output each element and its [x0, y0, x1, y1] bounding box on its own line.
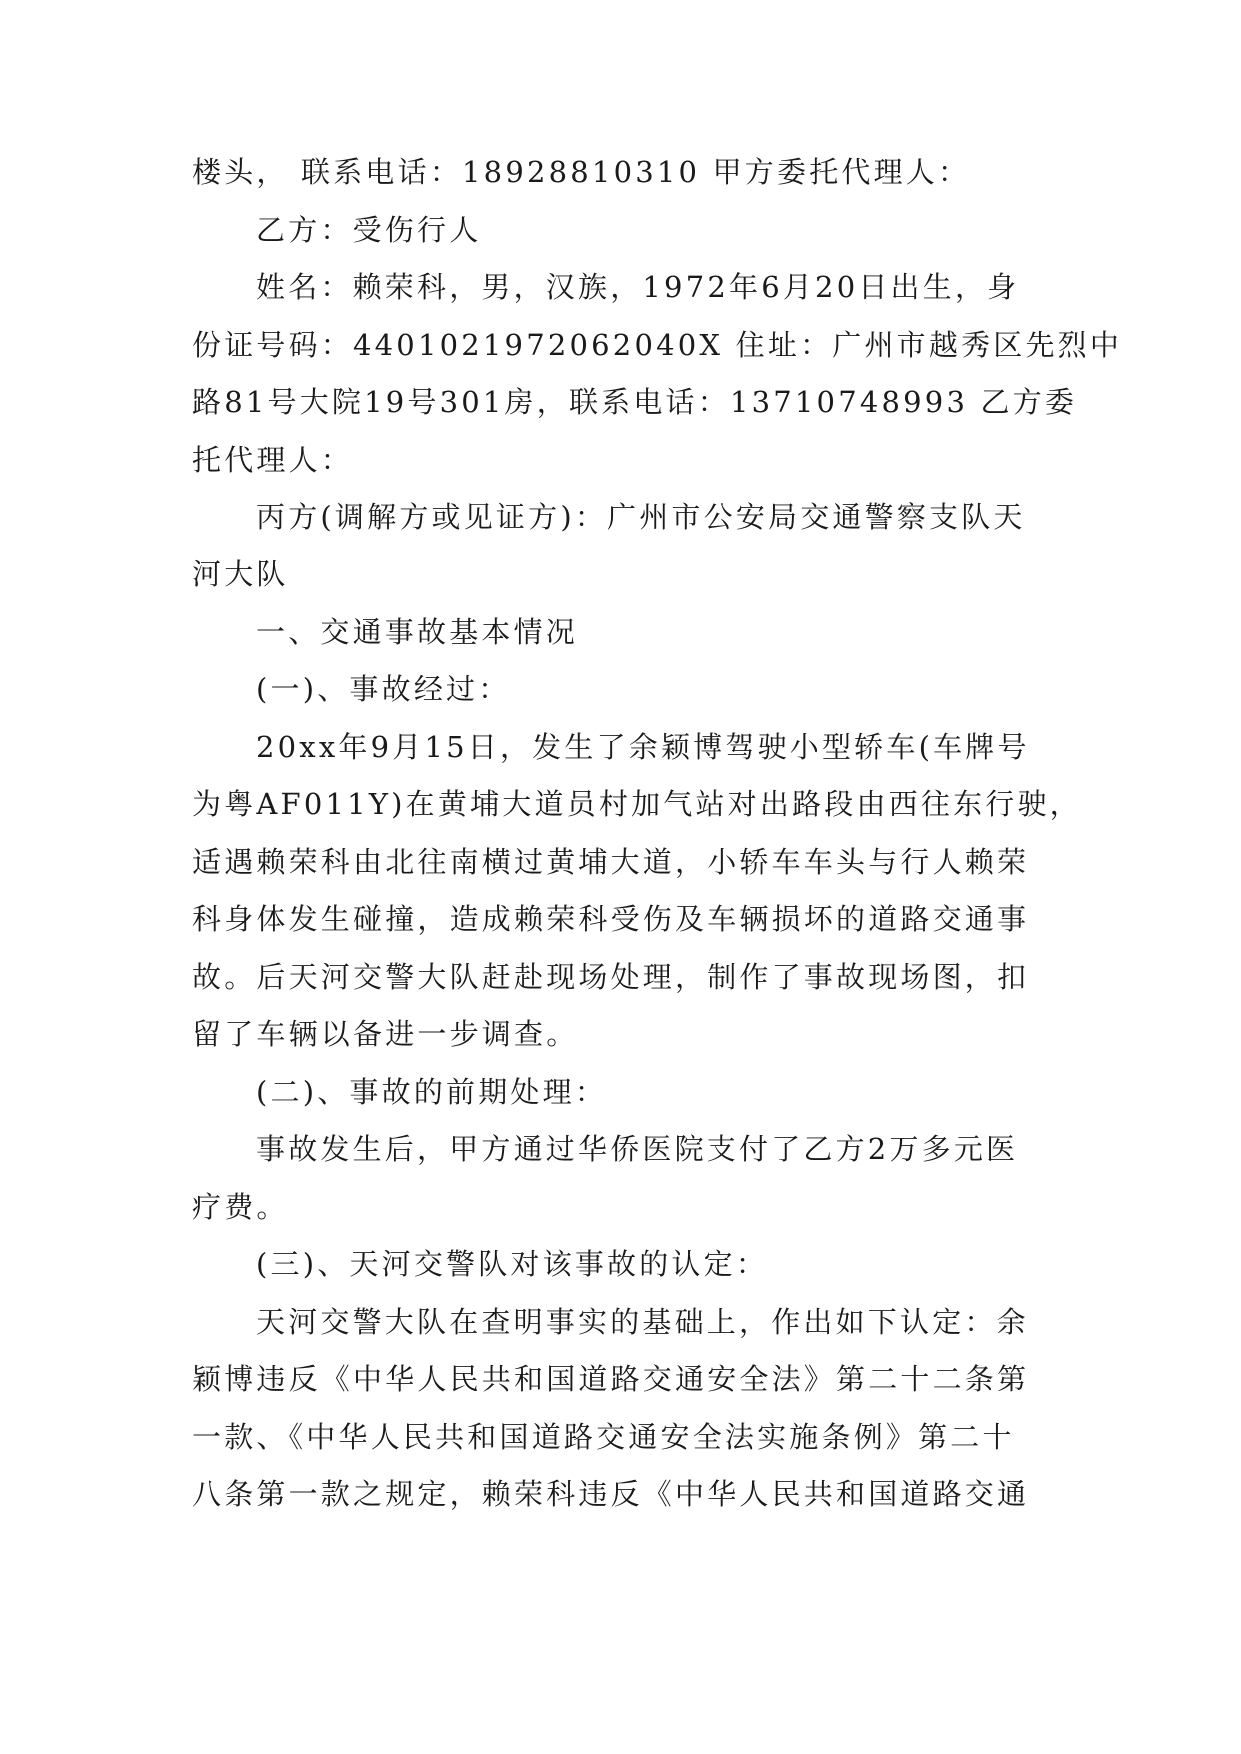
text-line-12: 为粤AF011Y)在黄埔大道员村加气站对出路段由西往东行驶，	[192, 787, 1082, 821]
text-line-9: 一、交通事故基本情况	[256, 615, 579, 649]
text-line-13: 适遇赖荣科由北往南横过黄埔大道，小轿车车头与行人赖荣	[192, 845, 1030, 879]
text-line-16: 留了车辆以备进一步调查。	[192, 1017, 579, 1051]
text-line-19: 疗费。	[192, 1190, 289, 1224]
text-line-21: 天河交警大队在查明事实的基础上，作出如下认定：余	[256, 1305, 1029, 1339]
text-line-7: 丙方(调解方或见证方)：广州市公安局交通警察支队天	[256, 500, 1026, 534]
text-line-1: 楼头， 联系电话：18928810310 甲方委托代理人：	[192, 155, 971, 189]
text-line-3: 姓名：赖荣科，男，汉族，1972年6月20日出生，身	[256, 270, 1020, 304]
text-line-10: (一)、事故经过：	[256, 672, 511, 706]
text-line-15: 故。后天河交警大队赶赴现场处理，制作了事故现场图，扣	[192, 960, 1030, 994]
text-line-6: 托代理人：	[192, 443, 354, 477]
text-line-4: 份证号码：4401021972062040X 住址：广州市越秀区先烈中	[192, 328, 1123, 362]
text-line-2: 乙方：受伤行人	[256, 213, 482, 247]
text-line-11: 20xx年9月15日，发生了余颖博驾驶小型轿车(车牌号	[256, 730, 1030, 764]
text-line-20: (三)、天河交警队对该事故的认定：	[256, 1247, 769, 1281]
text-line-22: 颖博违反《中华人民共和国道路交通安全法》第二十二条第	[192, 1362, 1030, 1396]
text-line-17: (二)、事故的前期处理：	[256, 1075, 608, 1109]
text-line-14: 科身体发生碰撞，造成赖荣科受伤及车辆损坏的道路交通事	[192, 902, 1030, 936]
text-line-8: 河大队	[192, 557, 289, 591]
text-line-5: 路81号大院19号301房，联系电话：13710748993 乙方委	[192, 385, 1078, 419]
text-line-24: 八条第一款之规定，赖荣科违反《中华人民共和国道路交通	[192, 1477, 1030, 1511]
text-line-18: 事故发生后，甲方通过华侨医院支付了乙方2万多元医	[256, 1132, 1019, 1166]
text-line-23: 一款、《中华人民共和国道路交通安全法实施条例》第二十	[192, 1420, 1015, 1454]
